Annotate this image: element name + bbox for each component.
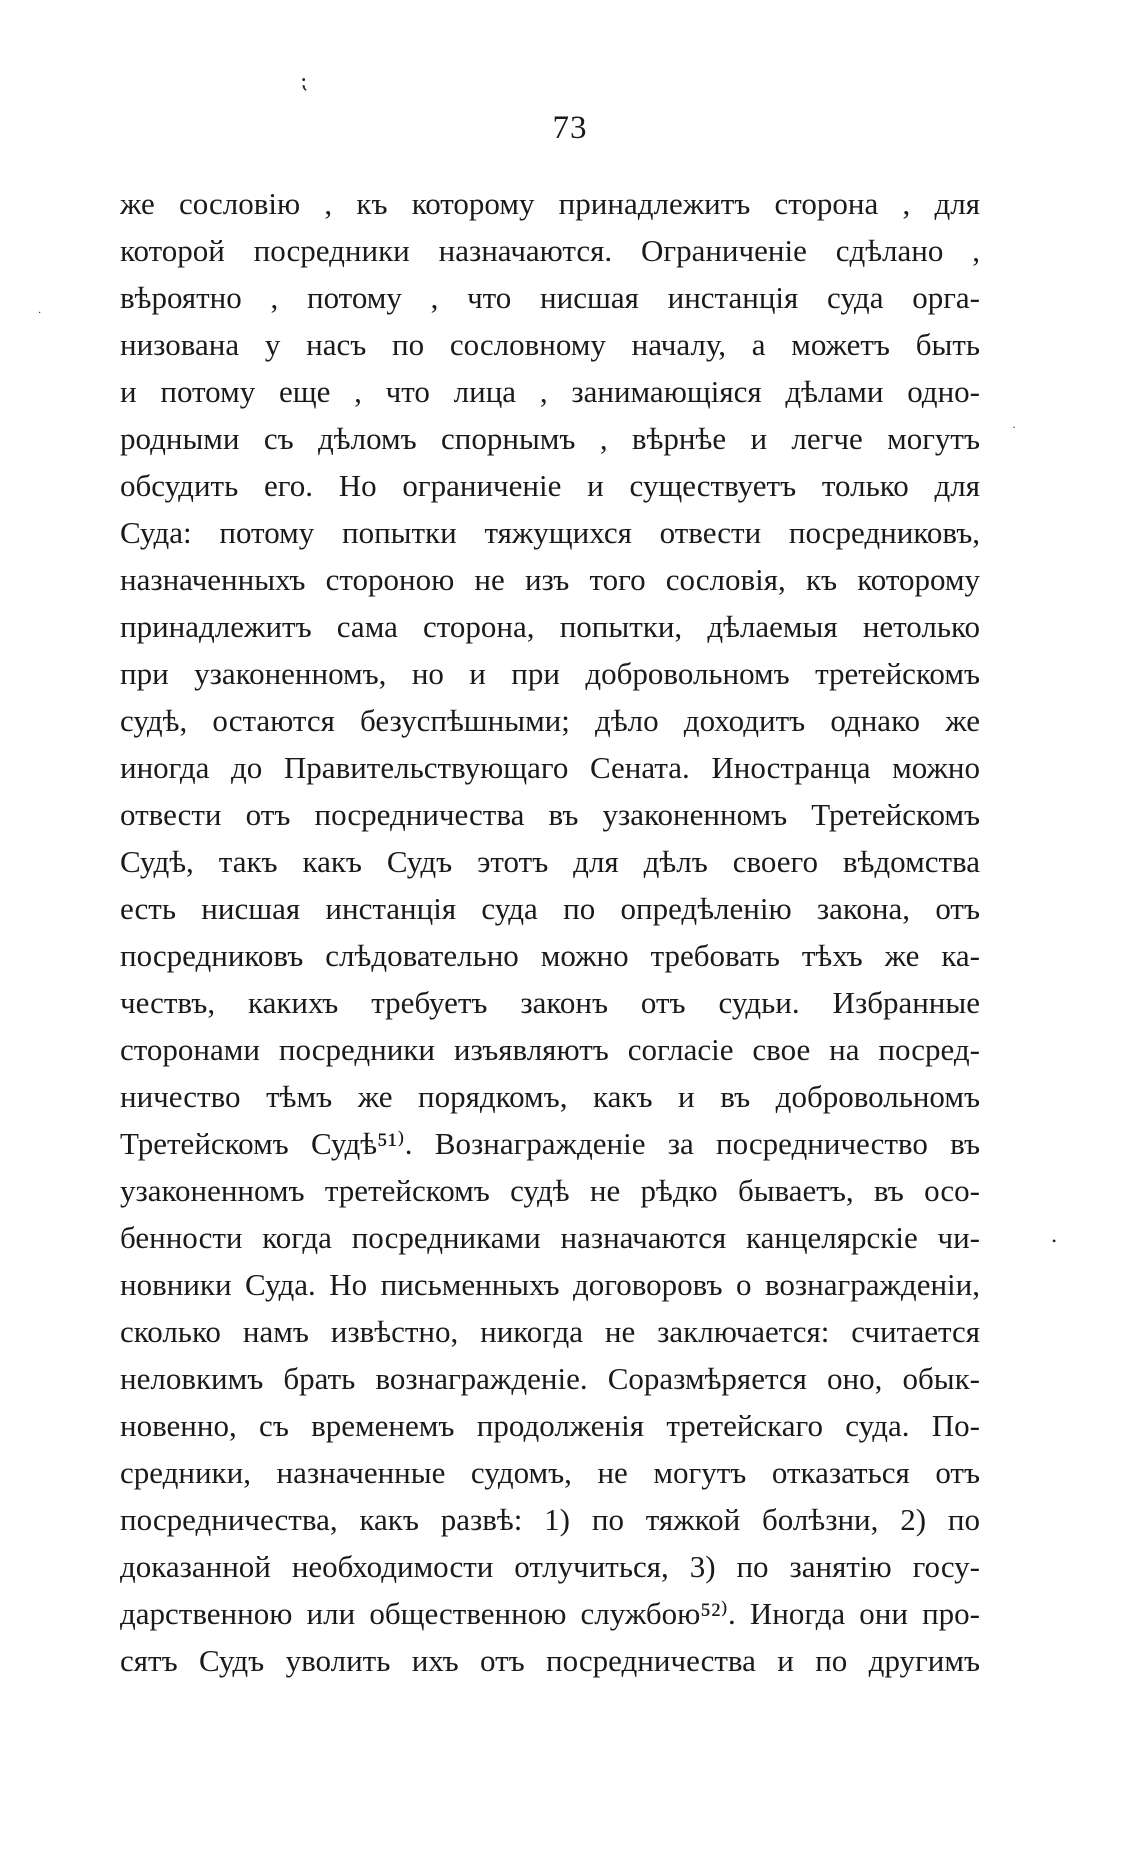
text-line: неловкимъ брать вознагражденіе. Соразмѣряется оно, обык- [120, 1361, 980, 1396]
text-line: посредниковъ слѣдовательно можно требовать тѣхъ же ка- [120, 938, 980, 973]
text-line: низована у насъ по сословному началу, а можетъ быть [120, 327, 980, 362]
text-line: же сословію , къ которому принадлежитъ сторона , для [120, 186, 980, 221]
text-line: Суда: потому попытки тяжущихся отвести посредниковъ, [120, 515, 980, 550]
text-line: принадлежитъ сама сторона, попытки, дѣлаемыя нетолько [120, 609, 980, 644]
text-line: при узаконенномъ, но и при добровольномъ третейскомъ [120, 656, 980, 691]
print-speck: · [38, 308, 42, 319]
text-line: и потому еще , что лица , занимающіяся дѣлами одно- [120, 374, 980, 409]
text-line: доказанной необходимости отлучиться, 3) по занятію госу- [120, 1549, 980, 1584]
print-speck: ⁏ [300, 68, 308, 93]
text-line: средники, назначенные судомъ, не могутъ отказаться отъ [120, 1455, 980, 1490]
print-speck: • [1052, 1234, 1057, 1248]
text-line: новники Суда. Но письменныхъ договоровъ о вознагражденіи, [120, 1267, 980, 1302]
text-line: есть нисшая инстанція суда по опредѣленію закона, отъ [120, 891, 980, 926]
text-line: которой посредники назначаются. Ограниченіе сдѣлано , [120, 233, 980, 268]
text-line: вѣроятно , потому , что нисшая инстанція суда орга- [120, 280, 980, 315]
body-text [120, 180, 980, 1684]
text-line: отвести отъ посредничества въ узаконенномъ Третейскомъ [120, 797, 980, 832]
text-line: Третейскомъ Судѣ⁵¹⁾. Вознагражденіе за посредничество въ [120, 1126, 980, 1161]
text-line: узаконенномъ третейскомъ судѣ не рѣдко бываетъ, въ осо- [120, 1173, 980, 1208]
text-line: родными съ дѣломъ спорнымъ , вѣрнѣе и легче могутъ [120, 421, 980, 456]
text-line: судѣ, остаются безуспѣшными; дѣло доходитъ однако же [120, 703, 980, 738]
print-speck: · [1012, 420, 1016, 434]
text-line: дарственною или общественною службою⁵²⁾. Иногда они про- [120, 1596, 980, 1631]
text-line: иногда до Правительствующаго Сената. Иностранца можно [120, 750, 980, 785]
text-line: ничество тѣмъ же порядкомъ, какъ и въ добровольномъ [120, 1079, 980, 1114]
text-line: назначенныхъ стороною не изъ того сословія, къ которому [120, 562, 980, 597]
text-line: новенно, съ временемъ продолженія третейскаго суда. По- [120, 1408, 980, 1443]
text-line: сторонами посредники изъявляютъ согласіе свое на посред- [120, 1032, 980, 1067]
text-line: бенности когда посредниками назначаются канцелярскіе чи- [120, 1220, 980, 1255]
text-line: посредничества, какъ развѣ: 1) по тяжкой болѣзни, 2) по [120, 1502, 980, 1537]
text-line: сколько намъ извѣстно, никогда не заключается: считается [120, 1314, 980, 1349]
text-line: сятъ Судъ уволить ихъ отъ посредничества и по другимъ [120, 1643, 980, 1678]
text-line: Судѣ, такъ какъ Судъ этотъ для дѣлъ своего вѣдомства [120, 844, 980, 879]
page-number: 73 [552, 110, 588, 146]
text-line: обсудить его. Но ограниченіе и существуетъ только для [120, 468, 980, 503]
text-line: чествъ, какихъ требуетъ законъ отъ судьи. Избранные [120, 985, 980, 1020]
